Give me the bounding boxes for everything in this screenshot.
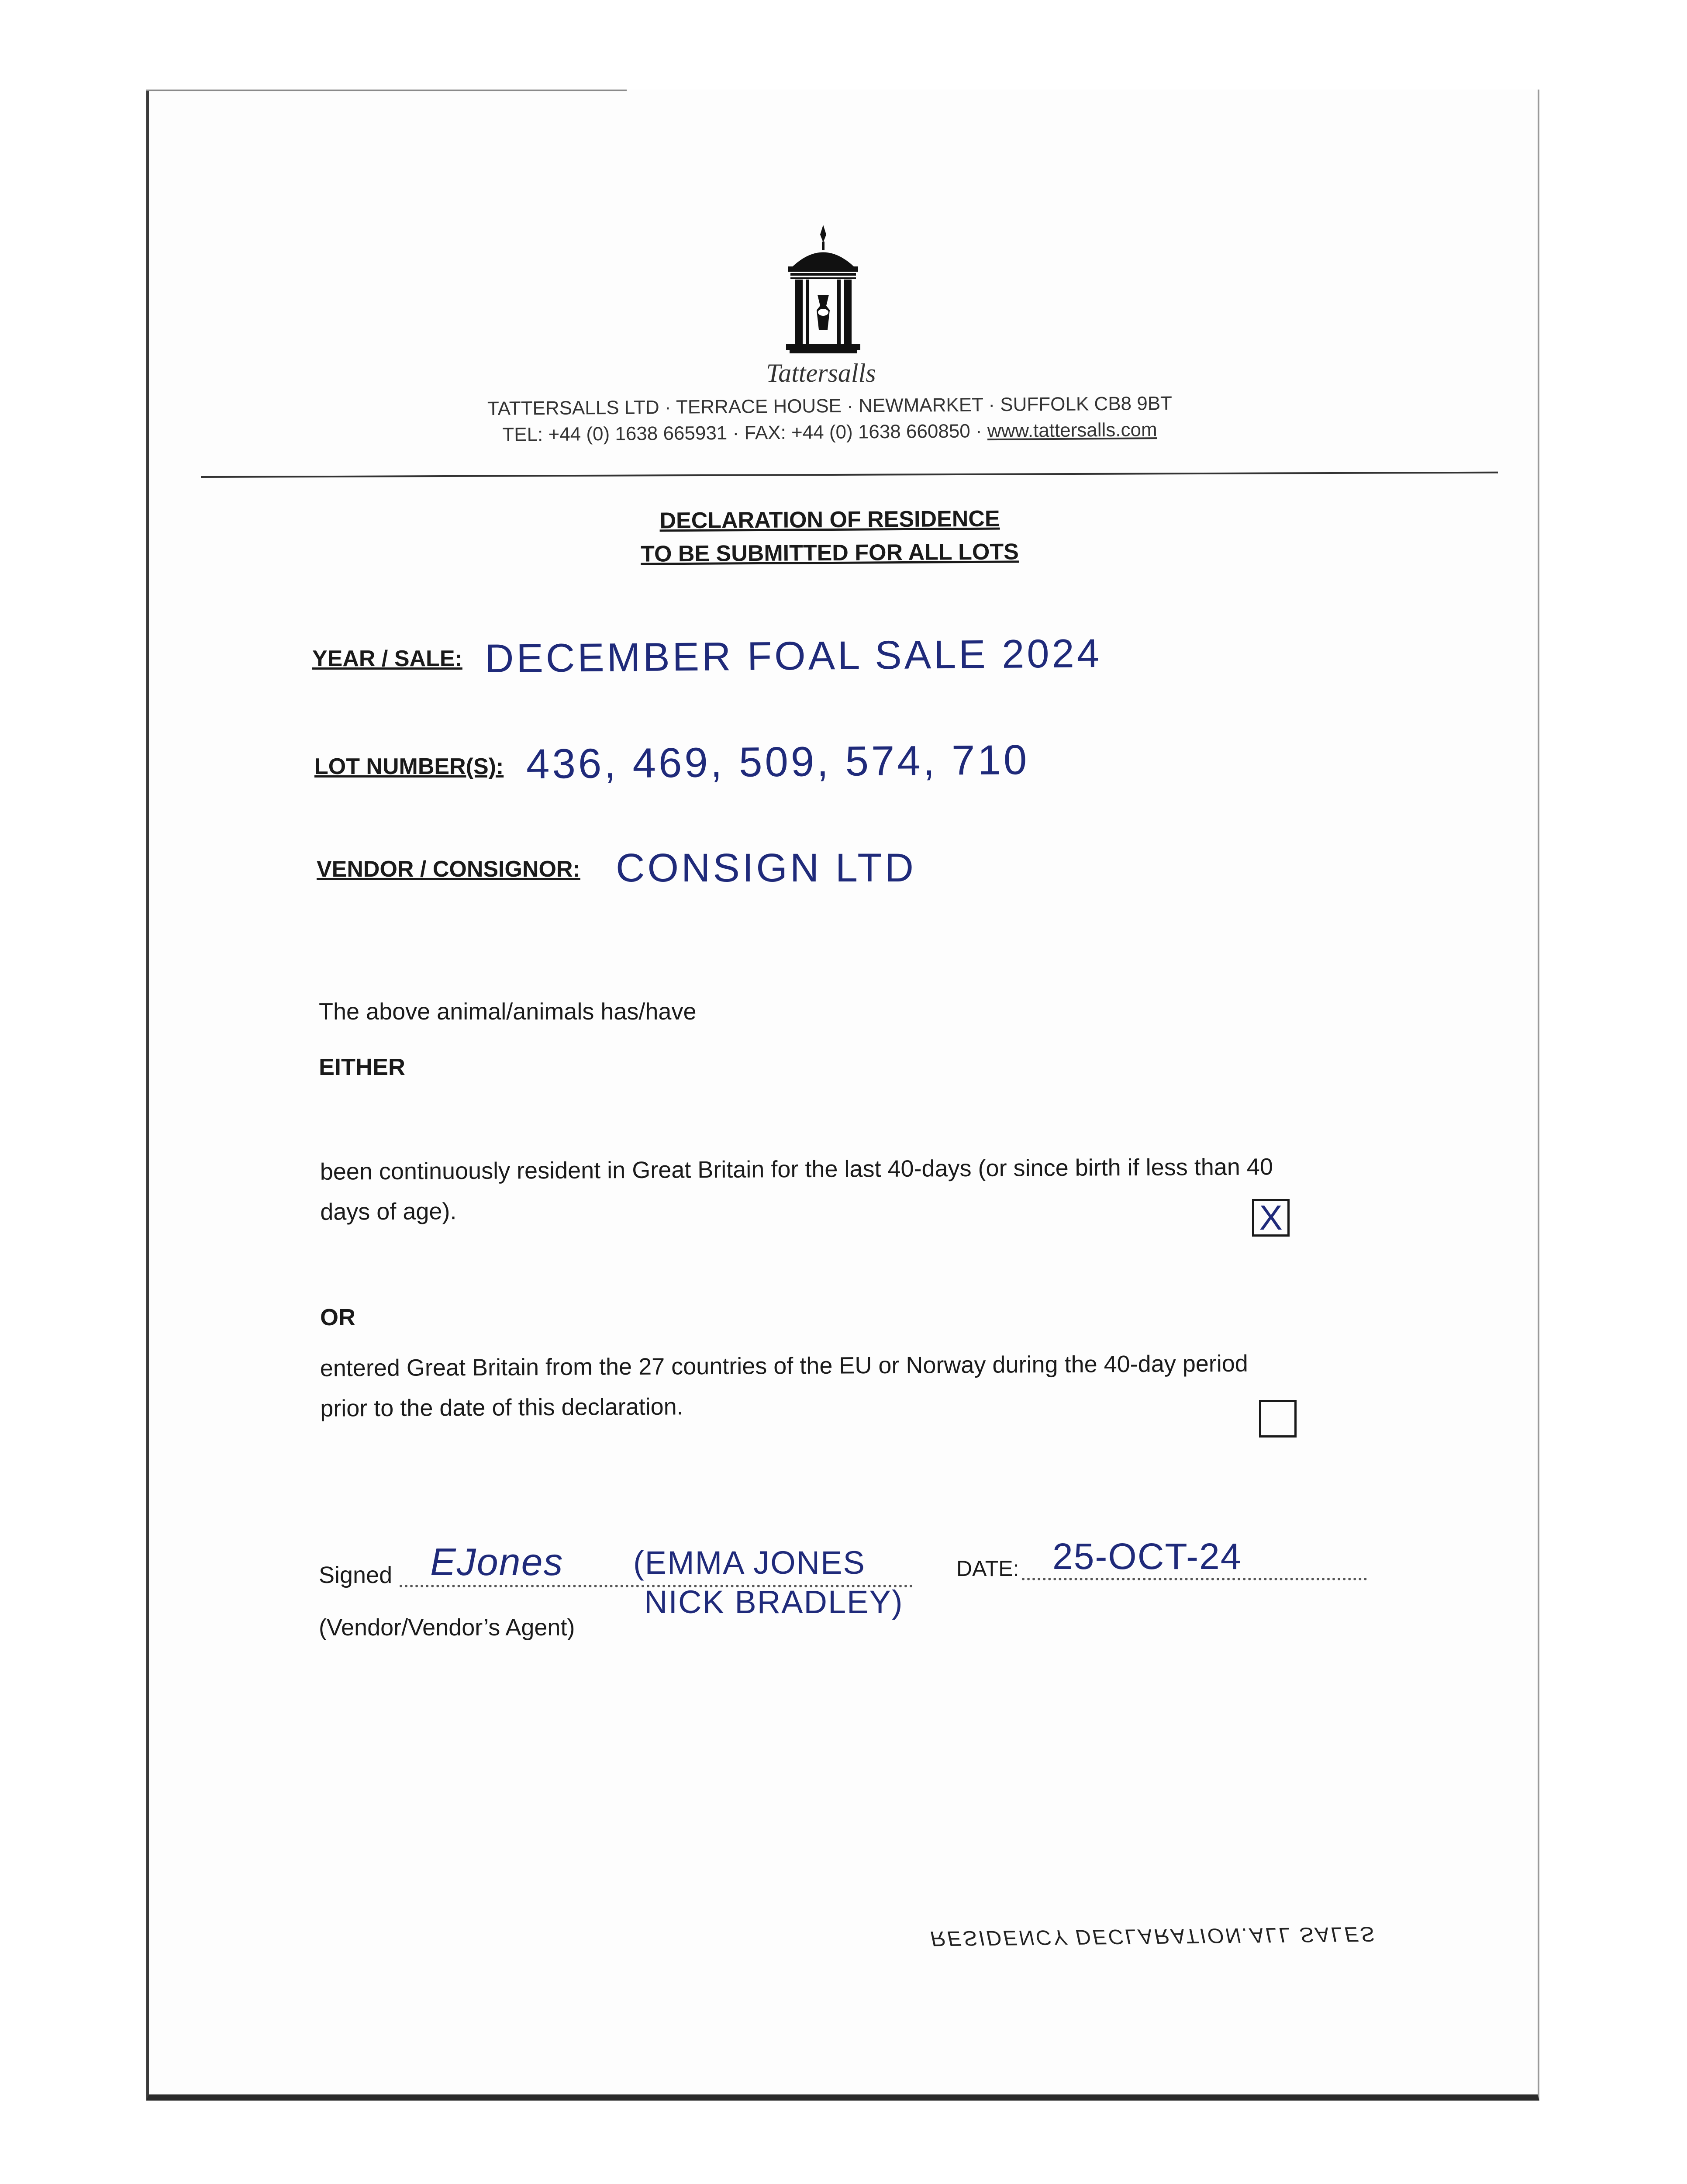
vendor-consignor-value[interactable]: CONSIGN LTD [616,846,916,890]
either-heading: EITHER [319,1054,406,1080]
option2-line1: entered Great Britain from the 27 countries of the EU or Norway during the 40-day period [320,1350,1249,1382]
or-heading: OR [320,1304,355,1330]
logo-wordmark: Tattersalls [766,359,876,387]
year-sale-label: YEAR / SALE: [312,646,462,671]
lot-numbers-label: LOT NUMBER(S): [314,754,504,779]
declaration-intro: The above animal/animals has/have [319,999,697,1025]
signatory-names-line2[interactable]: NICK BRADLEY) [644,1584,904,1620]
signed-label: Signed [319,1562,393,1588]
form-subtitle: TO BE SUBMITTED FOR ALL LOTS [640,539,1019,567]
company-address: TATTERSALLS LTD · TERRACE HOUSE · NEWMARKET · SUFFOLK CB8 9BT [487,392,1173,420]
vendor-consignor-label: VENDOR / CONSIGNOR: [317,857,580,882]
year-sale-value[interactable]: DECEMBER FOAL SALE 2024 [484,631,1102,681]
sheet-top-edge [146,90,627,91]
date-dotted-line [1022,1578,1367,1580]
date-value[interactable]: 25-OCT-24 [1052,1536,1242,1577]
lot-numbers-value[interactable]: 436, 469, 509, 574, 710 [526,736,1030,788]
vendor-agent-label: (Vendor/Vendor’s Agent) [319,1614,575,1641]
contact-numbers: TEL: +44 (0) 1638 665931 · FAX: +44 (0) 1638 660850 · [502,420,988,446]
option1-line1: been continuously resident in Great Britain for the last 40-days (or since birth if less than 40 [320,1154,1273,1185]
tattersalls-logo-icon [786,225,860,354]
checkbox-x-mark: X [1259,1198,1283,1237]
document-sheet [146,90,1539,2101]
option1-checkbox[interactable] [1252,1199,1290,1237]
website-link[interactable]: www.tattersalls.com [987,419,1157,442]
form-reference: RESIDENCY DECLARATION.ALL SALES [930,1922,1376,1950]
date-label: DATE: [956,1556,1019,1581]
option2-line2: prior to the date of this declaration. [320,1393,683,1422]
option1-line2: days of age). [320,1198,457,1225]
signatory-names-line1[interactable]: (EMMA JONES [633,1545,866,1581]
option2-checkbox[interactable] [1259,1400,1297,1438]
form-title: DECLARATION OF RESIDENCE [659,506,1000,534]
signature-value[interactable]: EJones [430,1540,564,1583]
